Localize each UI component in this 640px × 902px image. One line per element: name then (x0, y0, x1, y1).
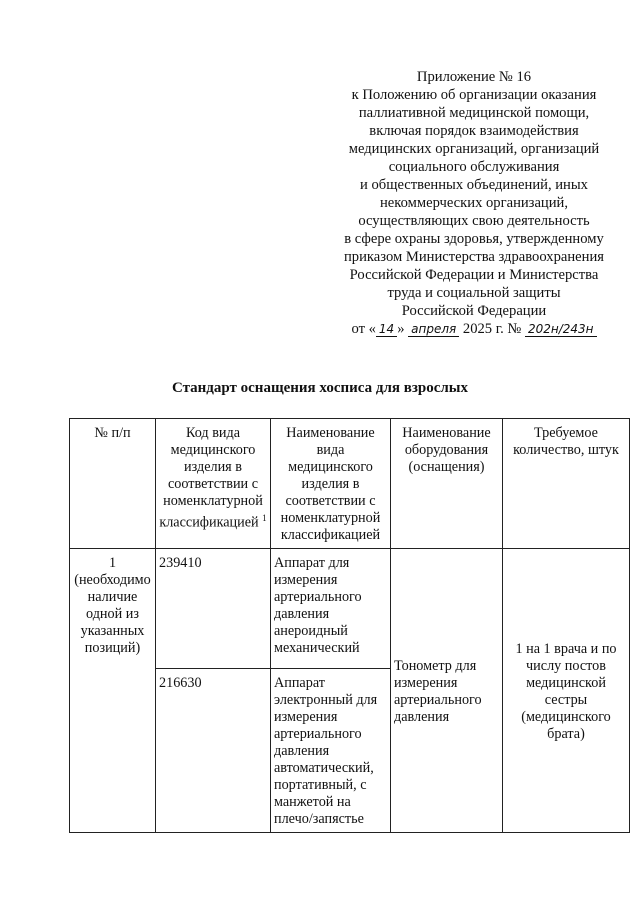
appendix-line: некоммерческих организаций, (379, 195, 569, 211)
date-year: 2025 г. № (462, 321, 522, 337)
header-code (156, 419, 271, 549)
handwritten-order-number: 202н/243н (525, 322, 597, 337)
device-code: 216630 (156, 669, 271, 833)
date-quote-close: » (397, 321, 405, 337)
device-name: Аппарат для измерения артериального давления анероидный механический (271, 549, 391, 669)
device-name: Аппарат электронный для измерения артериального давления автоматический, портативный, с манжетой на плечо/запястье (271, 669, 391, 833)
header-equipment: Наименование оборудования (оснащения) (391, 419, 503, 549)
appendix-line: паллиативной медицинской помощи, (358, 105, 590, 121)
row-number: 1 (необходимо наличие одной из указанных позиций) (70, 549, 156, 833)
appendix-line: медицинских организаций, организаций (348, 141, 600, 157)
required-quantity: 1 на 1 врача и по числу постов медицинской сестры (медицинского брата) (503, 549, 630, 833)
appendix-line: приказом Министерства здравоохранения (344, 249, 604, 265)
appendix-line: Российской Федерации (401, 303, 547, 319)
date-prefix: от « (351, 321, 376, 337)
appendix-line: к Положению об организации оказания (351, 87, 597, 103)
appendix-line: включая порядок взаимодействия (369, 123, 579, 139)
equipment-standard-table (69, 418, 630, 833)
appendix-block (318, 68, 630, 338)
appendix-line: социального обслуживания (388, 159, 560, 175)
appendix-line: труда и социальной защиты (387, 285, 561, 301)
handwritten-month: апреля (408, 322, 459, 337)
appendix-line: и общественных объединений, иных (360, 177, 588, 193)
handwritten-day: 14 (376, 322, 397, 337)
order-date-line (318, 320, 630, 338)
appendix-line: Приложение № 16 (416, 69, 532, 85)
header-device-name: Наименование вида медицинского изделия в соответствии с номенклатурной классификацией (271, 419, 391, 549)
appendix-line: в сфере охраны здоровья, утвержденному (344, 231, 604, 247)
appendix-line: Российской Федерации и Министерства (349, 267, 599, 283)
table-row (70, 549, 630, 669)
document-title: Стандарт оснащения хосписа для взрослых (171, 380, 469, 396)
appendix-line: осуществляющих свою деятельность (358, 213, 590, 229)
device-code: 239410 (156, 549, 271, 669)
table-header-row (70, 419, 630, 549)
equipment-name: Тонометр для измерения артериального давления (391, 549, 503, 833)
footnote-mark: 1 (262, 513, 267, 523)
header-code-text: Код вида медицинского изделия в соответствии с номенклатурной классификацией (159, 425, 263, 531)
header-number: № п/п (70, 419, 156, 549)
header-quantity: Требуемое количество, штук (503, 419, 630, 549)
